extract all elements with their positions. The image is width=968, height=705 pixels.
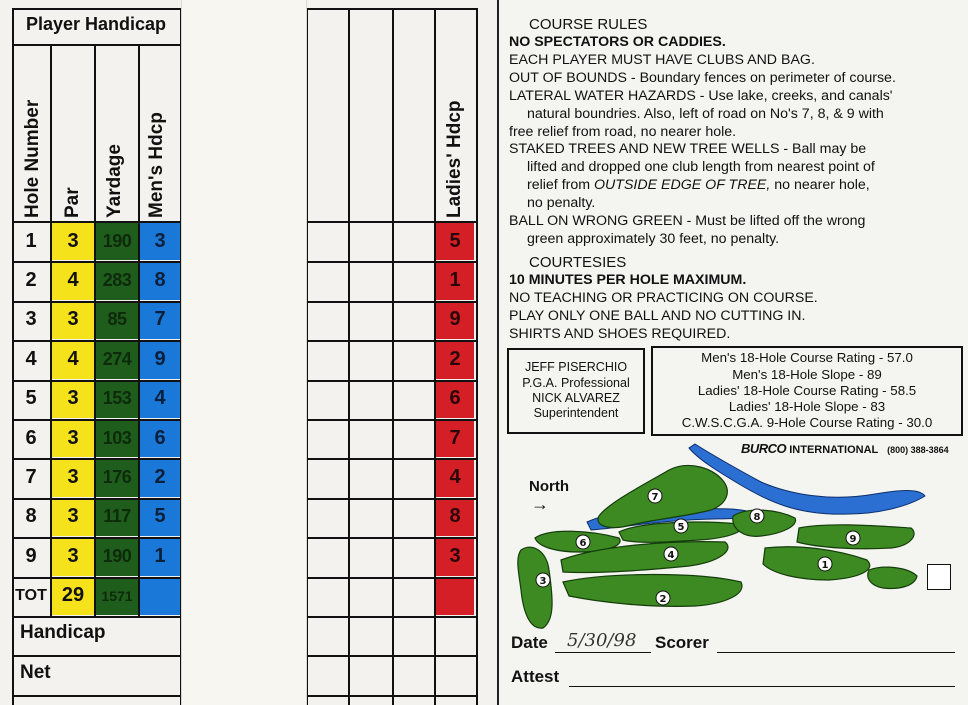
hole-yardage-cell: 117	[96, 498, 138, 536]
rule-line: STAKED TREES AND NEW TREE WELLS - Ball may be	[509, 141, 867, 158]
hole-5-marker	[674, 519, 688, 533]
hole-yardage-cell: 176	[96, 458, 138, 496]
hole-3-number: 3	[539, 576, 547, 587]
hole-ladies-cell: 9	[436, 301, 474, 339]
staff-box	[507, 348, 645, 434]
hole-par-cell: 3	[52, 498, 94, 536]
total-par: 29	[52, 577, 94, 615]
hole-5-number: 5	[677, 522, 685, 533]
hole-1-marker	[818, 557, 832, 571]
hole-ladies-cell: 2	[436, 340, 474, 378]
hole-1-number: 1	[821, 560, 829, 571]
rating-line: Ladies' 18-Hole Slope - 83	[728, 399, 886, 415]
hole-1-fairway	[763, 547, 870, 580]
rule-line: LATERAL WATER HAZARDS - Use lake, creeks, and canals'	[509, 87, 893, 104]
hole-mens-cell: 7	[140, 301, 180, 339]
hole-hole-cell: 3	[25, 308, 37, 331]
rule-line: free relief from road, no nearer hole.	[509, 123, 737, 140]
hole-3-marker	[536, 573, 550, 587]
grid-vline	[434, 8, 436, 705]
hole-6-marker	[576, 535, 590, 549]
hole-hole-cell: 8	[25, 505, 37, 528]
hole-mens-cell: 6	[140, 419, 180, 457]
hole-number-header: Hole Number	[22, 99, 43, 218]
rules-panel	[497, 0, 968, 705]
hole-1b-fairway	[868, 567, 917, 588]
total-label: TOT	[15, 586, 47, 604]
printer-name: INTERNATIONAL	[789, 444, 879, 456]
hole-mens-cell: 3	[140, 222, 180, 260]
check-box[interactable]	[927, 564, 951, 590]
hole-7-number: 7	[651, 492, 659, 503]
rating-line: Men's 18-Hole Slope - 89	[732, 366, 882, 382]
rule-line: NO SPECTATORS OR CADDIES.	[509, 34, 726, 50]
date-label: Date	[511, 633, 548, 652]
scorer-underline[interactable]	[717, 652, 955, 653]
attest-underline[interactable]	[569, 686, 955, 687]
hole-hole-cell: 9	[25, 544, 37, 567]
canal-water	[689, 444, 925, 514]
hole-yardage-cell: 283	[96, 261, 138, 299]
total-ladies-cell	[436, 577, 474, 615]
scorer-label: Scorer	[655, 633, 709, 652]
hole-yardage-cell: 190	[96, 537, 138, 575]
hole-2-marker	[656, 591, 670, 605]
rule-line: natural boundries. Also, left of road on No's 7, 8, & 9 with	[527, 105, 884, 122]
hole-ladies-cell: 3	[436, 537, 474, 575]
hole-2-number: 2	[659, 594, 667, 605]
player-handicap-title: Player Handicap	[25, 13, 167, 34]
hole-ladies-cell: 5	[436, 222, 474, 260]
hole-yardage-cell: 153	[96, 380, 138, 418]
hole-par-cell: 3	[52, 419, 94, 457]
hole-ladies-cell: 6	[436, 380, 474, 418]
hole-mens-cell: 8	[140, 261, 180, 299]
hole-par-cell: 3	[52, 380, 94, 418]
rule-line: OUT OF BOUNDS - Boundary fences on perimeter of course.	[509, 69, 896, 86]
courtesies-heading: COURTESIES	[529, 254, 627, 271]
hole-hole-cell: 4	[25, 347, 37, 370]
hole-mens-cell: 9	[140, 340, 180, 378]
course-map	[499, 430, 968, 630]
staff-line: NICK ALVAREZ	[532, 391, 620, 405]
total-mens-cell	[140, 577, 180, 615]
hole-par-cell: 3	[52, 301, 94, 339]
hole-ladies-cell: 1	[436, 261, 474, 299]
courtesy-line: PLAY ONLY ONE BALL AND NO CUTTING IN.	[509, 307, 806, 324]
staff-line: Superintendent	[533, 406, 619, 421]
net-label: Net	[20, 662, 51, 683]
hole-8-number: 8	[753, 512, 761, 523]
hole-7-marker	[648, 489, 662, 503]
rating-line: C.W.S.C.G.A. 9-Hole Course Rating - 30.0	[681, 415, 933, 431]
hole-yardage-cell: 103	[96, 419, 138, 457]
rule-line: EACH PLAYER MUST HAVE CLUBS AND BAG.	[509, 51, 815, 68]
attest-label: Attest	[511, 667, 560, 686]
ratings-box	[651, 346, 963, 436]
hole-yardage-cell: 274	[96, 340, 138, 378]
hole-hole-cell: 6	[25, 426, 37, 449]
north-arrow-icon: →	[531, 494, 549, 514]
grid-hline	[12, 44, 180, 46]
hole-yardage-cell: 190	[96, 222, 138, 260]
hole-mens-cell: 5	[140, 498, 180, 536]
mens-hdcp-header: Men's Hdcp	[146, 112, 167, 218]
hole-par-cell: 3	[52, 222, 94, 260]
hole-par-cell: 4	[52, 261, 94, 299]
rule-line: relief from OUTSIDE EDGE OF TREE, no nearer hole,	[527, 177, 870, 194]
date-value[interactable]: 5/30/98	[567, 630, 637, 651]
yardage-header: Yardage	[104, 144, 125, 218]
hole-mens-cell: 4	[140, 380, 180, 418]
hole-par-cell: 3	[52, 458, 94, 496]
north-label: North	[529, 478, 569, 495]
rating-line: Ladies' 18-Hole Course Rating - 58.5	[697, 382, 917, 398]
hole-4-number: 4	[667, 550, 675, 561]
rule-line: lifted and dropped one club length from nearest point of	[527, 159, 875, 176]
hole-hole-cell: 7	[25, 466, 37, 489]
hole-hole-cell: 5	[25, 387, 37, 410]
courtesy-line: 10 MINUTES PER HOLE MAXIMUM.	[509, 272, 747, 288]
grid-vline	[50, 44, 52, 616]
handicap-label: Handicap	[20, 622, 106, 643]
total-yardage: 1571	[96, 577, 138, 615]
courtesy-line: SHIRTS AND SHOES REQUIRED.	[509, 325, 731, 342]
grid-vline	[138, 44, 140, 616]
grid-vline	[392, 8, 394, 705]
date-underline	[555, 652, 651, 653]
staff-line: JEFF PISERCHIO	[524, 360, 628, 375]
hole-4-marker	[664, 547, 678, 561]
rule-line: no penalty.	[527, 195, 596, 212]
hole-8-marker	[750, 509, 764, 523]
hole-hole-cell: 2	[25, 269, 37, 292]
folded-strip	[181, 0, 307, 705]
hole-ladies-cell: 8	[436, 498, 474, 536]
ladies-hdcp-header: Ladies' Hdcp	[444, 100, 465, 218]
hole-ladies-cell: 4	[436, 458, 474, 496]
par-header: Par	[62, 187, 83, 218]
hole-par-cell: 3	[52, 537, 94, 575]
hole-hole-cell: 1	[25, 229, 37, 252]
staff-line: P.G.A. Professional	[522, 375, 630, 390]
rule-line: BALL ON WRONG GREEN - Must be lifted off the wrong	[509, 213, 866, 229]
printer-phone: (800) 388-3864	[887, 445, 949, 455]
hole-yardage-cell: 85	[96, 301, 138, 339]
hole-3-fairway	[518, 547, 552, 628]
courtesy-line: NO TEACHING OR PRACTICING ON COURSE.	[509, 289, 818, 306]
burco-logo: BURCO	[741, 441, 787, 456]
hole-mens-cell: 2	[140, 458, 180, 496]
hole-par-cell: 4	[52, 340, 94, 378]
hole-mens-cell: 1	[140, 537, 180, 575]
grid-vline	[476, 8, 478, 705]
hole-6-number: 6	[579, 538, 587, 549]
course-rules-heading: COURSE RULES	[529, 16, 648, 33]
hole-9-number: 9	[849, 534, 857, 545]
grid-vline	[348, 8, 350, 705]
hole-ladies-cell: 7	[436, 419, 474, 457]
rating-line: Men's 18-Hole Course Rating - 57.0	[701, 350, 913, 366]
rule-line: green approximately 30 feet, no penalty.	[527, 230, 780, 247]
hole-2-fairway	[563, 575, 742, 607]
grid-vline	[94, 44, 96, 616]
hole-9-marker	[846, 531, 860, 545]
grid-vline	[12, 8, 14, 705]
